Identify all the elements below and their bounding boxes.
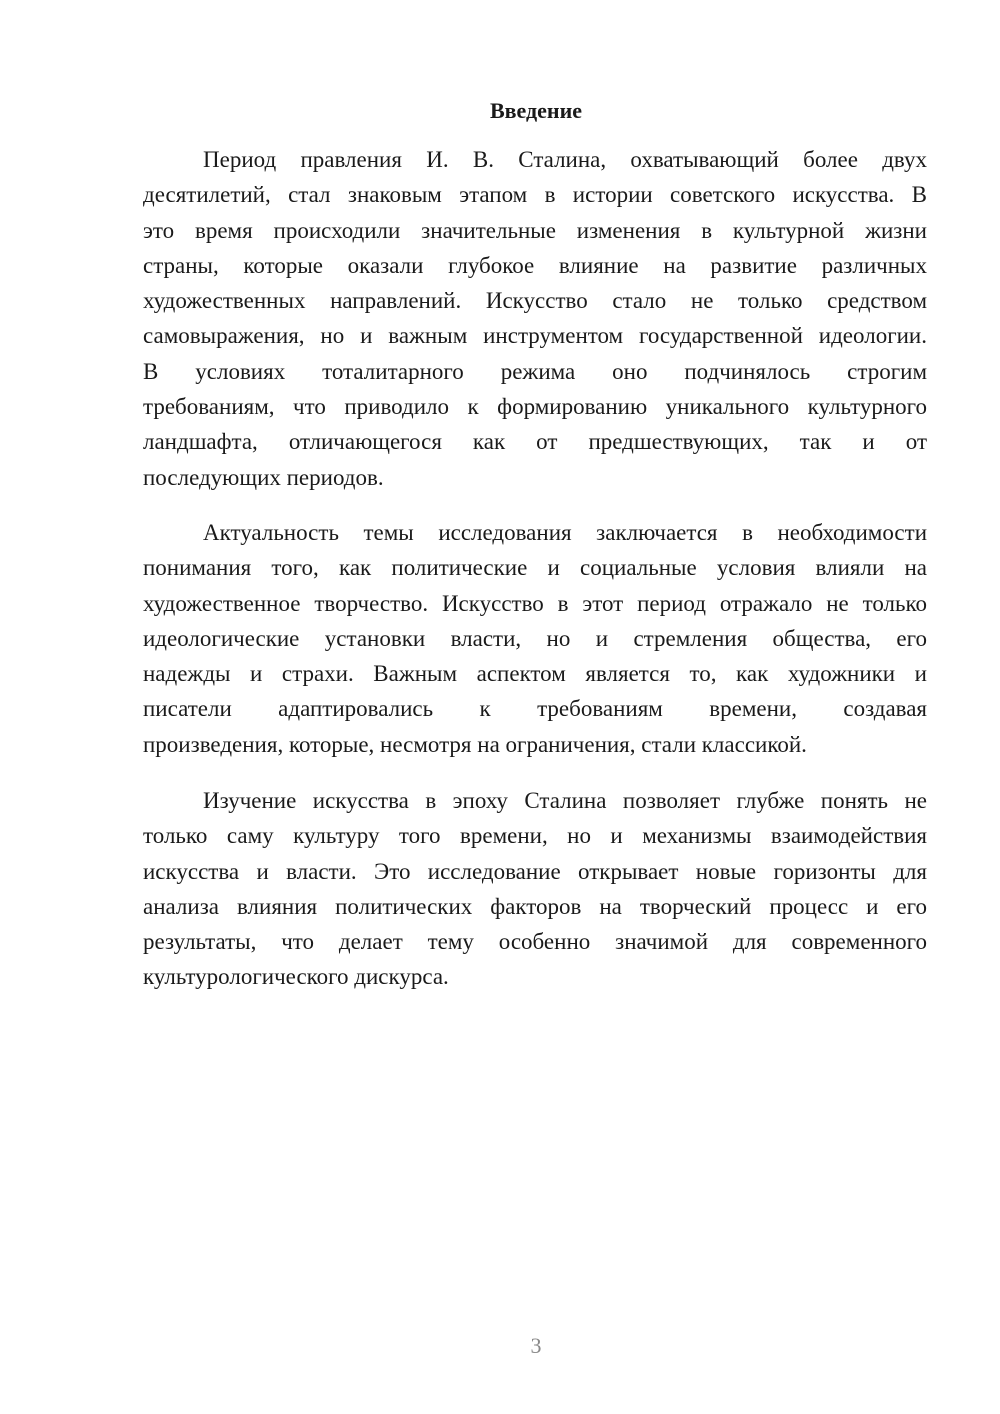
text-line: В условиях тоталитарного режима оно подчинялось строгим bbox=[143, 358, 927, 384]
paragraph-3 bbox=[143, 783, 927, 995]
text-line: Период правления И. В. Сталина, охватывающий более двух bbox=[203, 147, 927, 172]
paragraph-1 bbox=[143, 142, 927, 495]
text-line: анализа влияния политических факторов на творческий процесс и его bbox=[143, 893, 927, 919]
text-line: результаты, что делает тему особенно значимой для современного bbox=[143, 929, 927, 955]
text-line: только саму культуру того времени, но и механизмы взаимодействия bbox=[143, 823, 927, 849]
text-line: культурологического дискурса. bbox=[143, 964, 449, 990]
text-line: художественных направлений. Искусство стало не только средством bbox=[143, 288, 927, 314]
text-line: последующих периодов. bbox=[143, 464, 384, 490]
text-line: искусства и власти. Это исследование открывает новые горизонты для bbox=[143, 858, 927, 884]
text-line: требованиям, что приводило к формированию уникального культурного bbox=[143, 394, 927, 420]
text-line: писатели адаптировались к требованиям времени, создавая bbox=[143, 696, 927, 722]
text-line: надежды и страхи. Важным аспектом является то, как художники и bbox=[143, 661, 927, 687]
text-line: произведения, которые, несмотря на ограничения, стали классикой. bbox=[143, 731, 807, 757]
section-title: Введение bbox=[489, 98, 583, 123]
text-line: идеологические установки власти, но и стремления общества, его bbox=[143, 625, 927, 651]
text-line: десятилетий, стал знаковым этапом в истории советского искусства. В bbox=[143, 182, 927, 208]
text-line: это время происходили значительные изменения в культурной жизни bbox=[143, 217, 927, 243]
text-line: понимания того, как политические и социальные условия влияли на bbox=[143, 555, 927, 581]
text-line: ландшафта, отличающегося как от предшествующих, так и от bbox=[143, 429, 927, 455]
text-line: самовыражения, но и важным инструментом государственной идеологии. bbox=[143, 323, 927, 349]
text-line: художественное творчество. Искусство в этот период отражало не только bbox=[143, 590, 927, 616]
page-number: 3 bbox=[530, 1333, 542, 1358]
text-line: Актуальность темы исследования заключается в необходимости bbox=[203, 520, 927, 545]
text-line: страны, которые оказали глубокое влияние на развитие различных bbox=[143, 252, 927, 278]
text-line: Изучение искусства в эпоху Сталина позволяет глубже понять не bbox=[203, 788, 927, 813]
paragraph-2 bbox=[143, 515, 927, 762]
